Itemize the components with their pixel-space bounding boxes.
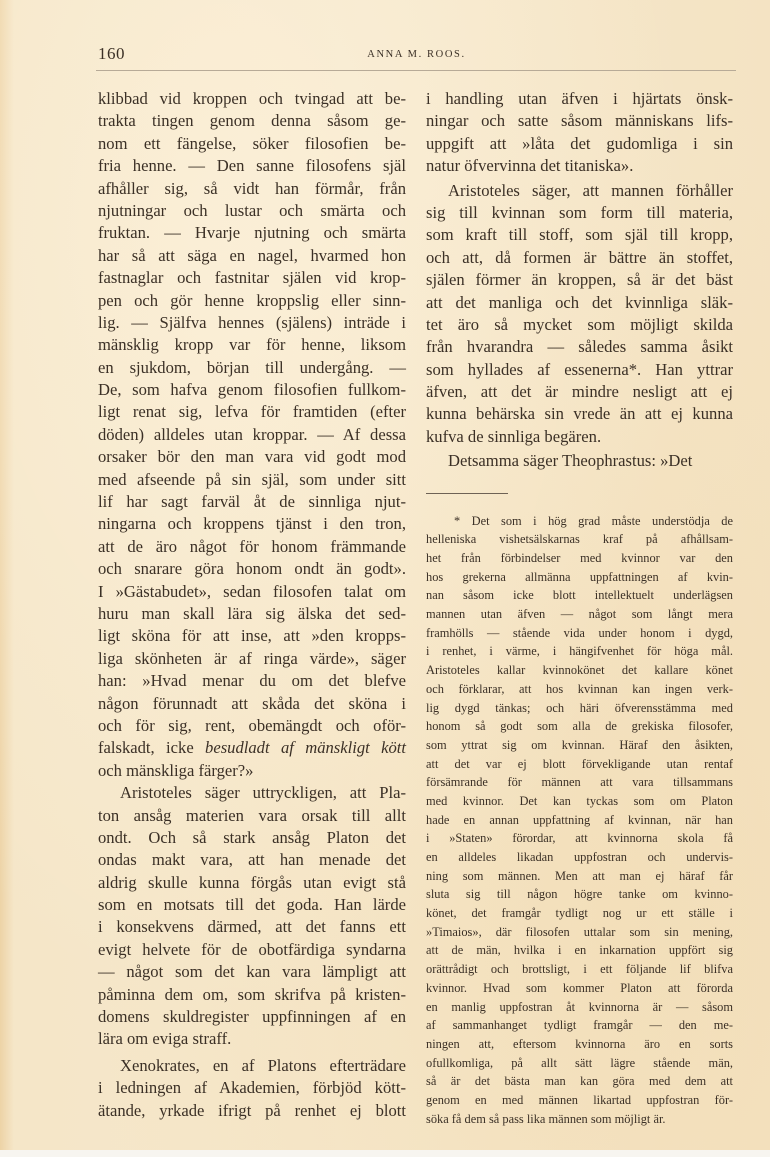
footnote-line: sluta sig till någon högre tanke om kvinno- (426, 887, 733, 902)
footnote-line: framhölls — stående vida under honom i dygd, (426, 625, 733, 640)
right-column (426, 88, 733, 1128)
text-line: domens skuldregister uppfinningen af en (98, 1007, 406, 1027)
text-line: evigt helvete för de obotfärdiga syndarna (98, 939, 406, 959)
text-line: njutningar och lustar och smärta och (98, 200, 406, 220)
footnote-line: kvinnor. Hvad som kommer Platon att förorda (426, 980, 733, 995)
paragraph-aristoteles-form (426, 180, 733, 449)
footnote-line: i renhet, i värme, i hängifvenhet för höga mål. (426, 644, 733, 659)
paragraph-continued-right (426, 88, 733, 178)
text-line: lig. — Själfva hennes (själens) inträde i (98, 312, 406, 332)
footnote-line: en alldeles likadan uppfostran och undervis- (426, 850, 733, 865)
footnote-line: het från förbindelser med kvinnor var den (426, 551, 733, 566)
text-line: i konsekvens därmed, att det fanns ett (98, 917, 406, 937)
text-line: huru man skall lära sig älska det sed- (98, 603, 406, 623)
text-line: döden) alldeles utan kroppar. — Af dessa (98, 424, 406, 444)
footnote-line: könet, det framgår tydligt nog ur ett ställe i (426, 906, 733, 921)
text-line: ligt renat sig, lefva för framtiden (efter (98, 402, 406, 422)
page-number: 160 (98, 44, 125, 63)
text-prefix: falskadt, icke (98, 738, 206, 758)
text-line: påminna dem om, som skrifva på kristen- (98, 984, 406, 1004)
text-line: ningar och satte såsom människans lifs- (426, 111, 733, 131)
footnote-line: nan såsom icke blott intellektuelt underlägsen (426, 588, 733, 603)
running-head (98, 44, 735, 68)
text-line: att de äro något för honom främmande (98, 536, 406, 556)
paragraph-aristoteles-platon (98, 782, 406, 1051)
text-line: tet äro så mycket som möjligt skilda (426, 314, 733, 334)
text-line: I »Gästabudet», sedan filosofen talat om (98, 581, 406, 601)
text-line: liga skönheten är af ringa värde», säger (98, 648, 406, 668)
text-line: han: »Hvad menar du om det blefve (98, 671, 406, 691)
text-line: lära om eviga straff. (98, 1029, 232, 1049)
text-line: har så att säga en nagel, hvarmed hon (98, 245, 406, 265)
text-line: nom ett fängelse, söker filosofien be- (98, 133, 406, 153)
paragraph-theophrastus (426, 450, 733, 472)
footnote-line: ningen att, eftersom kvinnorna äro en sorts (426, 1036, 733, 1051)
text-line: från hvarandra — således samma åsikt (426, 337, 733, 357)
text-line: lif har sagt farväl åt de sinnliga njut- (98, 492, 406, 512)
footnote-line: som yttrat sig om kvinnan. Häraf den åsikten, (426, 737, 733, 752)
footnote-line: hade en annan uppfattning af kvinnan, när han (426, 812, 733, 827)
text-line: och snarare göra honom ondt än godt». (98, 559, 406, 579)
text-line: De, som hafva genom filosofien fullkom- (98, 380, 406, 400)
text-line: i ledningen af Akademien, förbjöd kött- (98, 1078, 406, 1098)
text-line: ätande, yrkade ifrigt på renhet ej blott (98, 1100, 406, 1120)
text-line: i handling utan äfven i hjärtats önsk- (426, 89, 733, 108)
text-line: natur öfvervinna det titaniska». (426, 156, 634, 176)
footnote-line: försämrande för männen att vara tillsammans (426, 775, 733, 790)
footnote-line: hos grekerna allmänna uppfattningen af kvin- (426, 569, 733, 584)
text-line: uppgift att »låta det gudomliga i sin (426, 133, 733, 153)
paragraph-xenokrates (98, 1055, 406, 1122)
text-line: själen förmer än kroppen, så är det bäst (426, 270, 733, 290)
footnote-line: Aristoteles kallar kvinnokönet det kallare könet (426, 663, 733, 678)
text-line: en sjukdom, början till undergång. — (98, 357, 406, 377)
text-line: klibbad vid kroppen och tvingad att be- (98, 89, 406, 108)
footnote (426, 512, 733, 1129)
text-line: kunna behärska sin vrede än att ej kunna (426, 404, 733, 424)
text-line: trakta tingen genom denna såsom ge- (98, 111, 406, 131)
text-line: ligt sköna för att inse, att »den kropps- (98, 626, 406, 646)
text-line: som kraft till stoff, som själ till kropp, (426, 225, 733, 245)
text-line: fastnaglar och fastnitar själen vid krop- (98, 268, 406, 288)
text-line: sig till kvinnan som form till materia, (426, 202, 733, 222)
footnote-rule (426, 493, 508, 494)
footnote-line: orättrådigt och brottsligt, i ett följande lif blifva (426, 962, 733, 977)
text-line: — något som det kan vara lämpligt att (98, 962, 406, 982)
footnote-line: honom så godt som alla de grekiska filosofer, (426, 719, 733, 734)
left-column (98, 88, 406, 1122)
text-line: med afseende på sin själ, som under sitt (98, 469, 406, 489)
text-line: ondt. Och så stark ansåg Platon det (98, 827, 406, 847)
footnote-line: * Det som i hög grad måste understödja de (454, 513, 733, 528)
footnote-line: »Timaios», där filosofen uttalar som sin mening, (426, 924, 733, 939)
footnote-line: helleniska vishetsälskarnas kraf på afhållsam- (426, 532, 733, 547)
text-line: ningarna och kroppens tjänst i den tron, (98, 514, 406, 534)
footnote-line: så är det bästa man kan göra med dem att (426, 1074, 733, 1089)
text-line: fria henne. — Den sanne filosofens själ (98, 156, 406, 176)
text-line: Detsamma säger Theophrastus: »Det (448, 451, 693, 471)
text-line: aldrig skulle kunna förgås utan evigt stå (98, 872, 406, 892)
text-line: pen och gör henne kroppslig eller sinn- (98, 290, 406, 310)
footnote-line: ofullkomliga, på allt sätt lägre stående män, (426, 1055, 733, 1070)
text-line: mänsklig kropp var för henne, liksom (98, 335, 406, 355)
header-rule (96, 70, 736, 71)
text-line: Aristoteles säger, att mannen förhåller (448, 180, 733, 200)
text-line: och för sig, rent, obemängdt och oför- (98, 715, 406, 735)
text-line: att det manliga och det kvinnliga släk- (426, 292, 733, 312)
text-line: någon förunnadt att skåda det sköna i (98, 693, 406, 713)
footnote-line: att de män, hvilka i en inkarnation uppfört sig (426, 943, 733, 958)
text-line: Aristoteles säger uttryckligen, att Pla- (120, 783, 406, 803)
running-title: ANNA M. ROOS. (367, 49, 466, 60)
footnote-line: af sammanhanget tydligt framgår — den me- (426, 1018, 733, 1033)
footnote-line: att det var ej blott förvekligande utan rentaf (426, 756, 733, 771)
text-line: som hyllades af essenerna*. Han yttrar (426, 359, 733, 379)
footnote-line: med kvinnor. Det kan tyckas som om Platon (426, 793, 733, 808)
italic-emphasis: besudladt af mänskligt kött (205, 738, 406, 758)
text-line: och mänskliga färger?» (98, 760, 254, 780)
footnote-line: lig dygd tänkas; och häri öfverensstämma med (426, 700, 733, 715)
text-line-with-italic (98, 737, 406, 759)
text-line: kufva de sinnliga begären. (426, 426, 602, 446)
text-line: fruktan. — Hvarje njutning och smärta (98, 223, 406, 243)
footnote-line: mannen utan äfven — något som långt mera (426, 607, 733, 622)
text-line: ondas makt vara, att han menade det (98, 850, 406, 870)
footnote-line: söka få dem så pass lika männen som möjligt är. (426, 1111, 666, 1126)
footnote-line: i »Staten» förordar, att kvinnorna skola få (426, 831, 733, 846)
footnote-line: en manlig uppfostran åt kvinnorna är — såsom (426, 999, 733, 1014)
text-line: och att, då formen är bättre än stoffet, (426, 247, 733, 267)
text-line: orsaker bör den man vara vid godt mod (98, 447, 406, 467)
footnote-line: genom en med männen likartad uppfostran för- (426, 1092, 733, 1107)
text-line: som en motsats till det goda. Han lärde (98, 895, 406, 915)
paragraph-continued (98, 88, 406, 782)
footnote-line: ning som männen. Men att man ej häraf får (426, 868, 733, 883)
text-line: afhåller sig, så vidt han förmår, från (98, 178, 406, 198)
text-line: Xenokrates, en af Platons efterträdare (120, 1055, 406, 1075)
text-line: äfven, att det är mindre nesligt att ej (426, 382, 733, 402)
footnote-line: och förklarar, att hos kvinnan kan ingen verk- (426, 681, 733, 696)
text-line: ton ansåg materien vara orsak till allt (98, 805, 406, 825)
